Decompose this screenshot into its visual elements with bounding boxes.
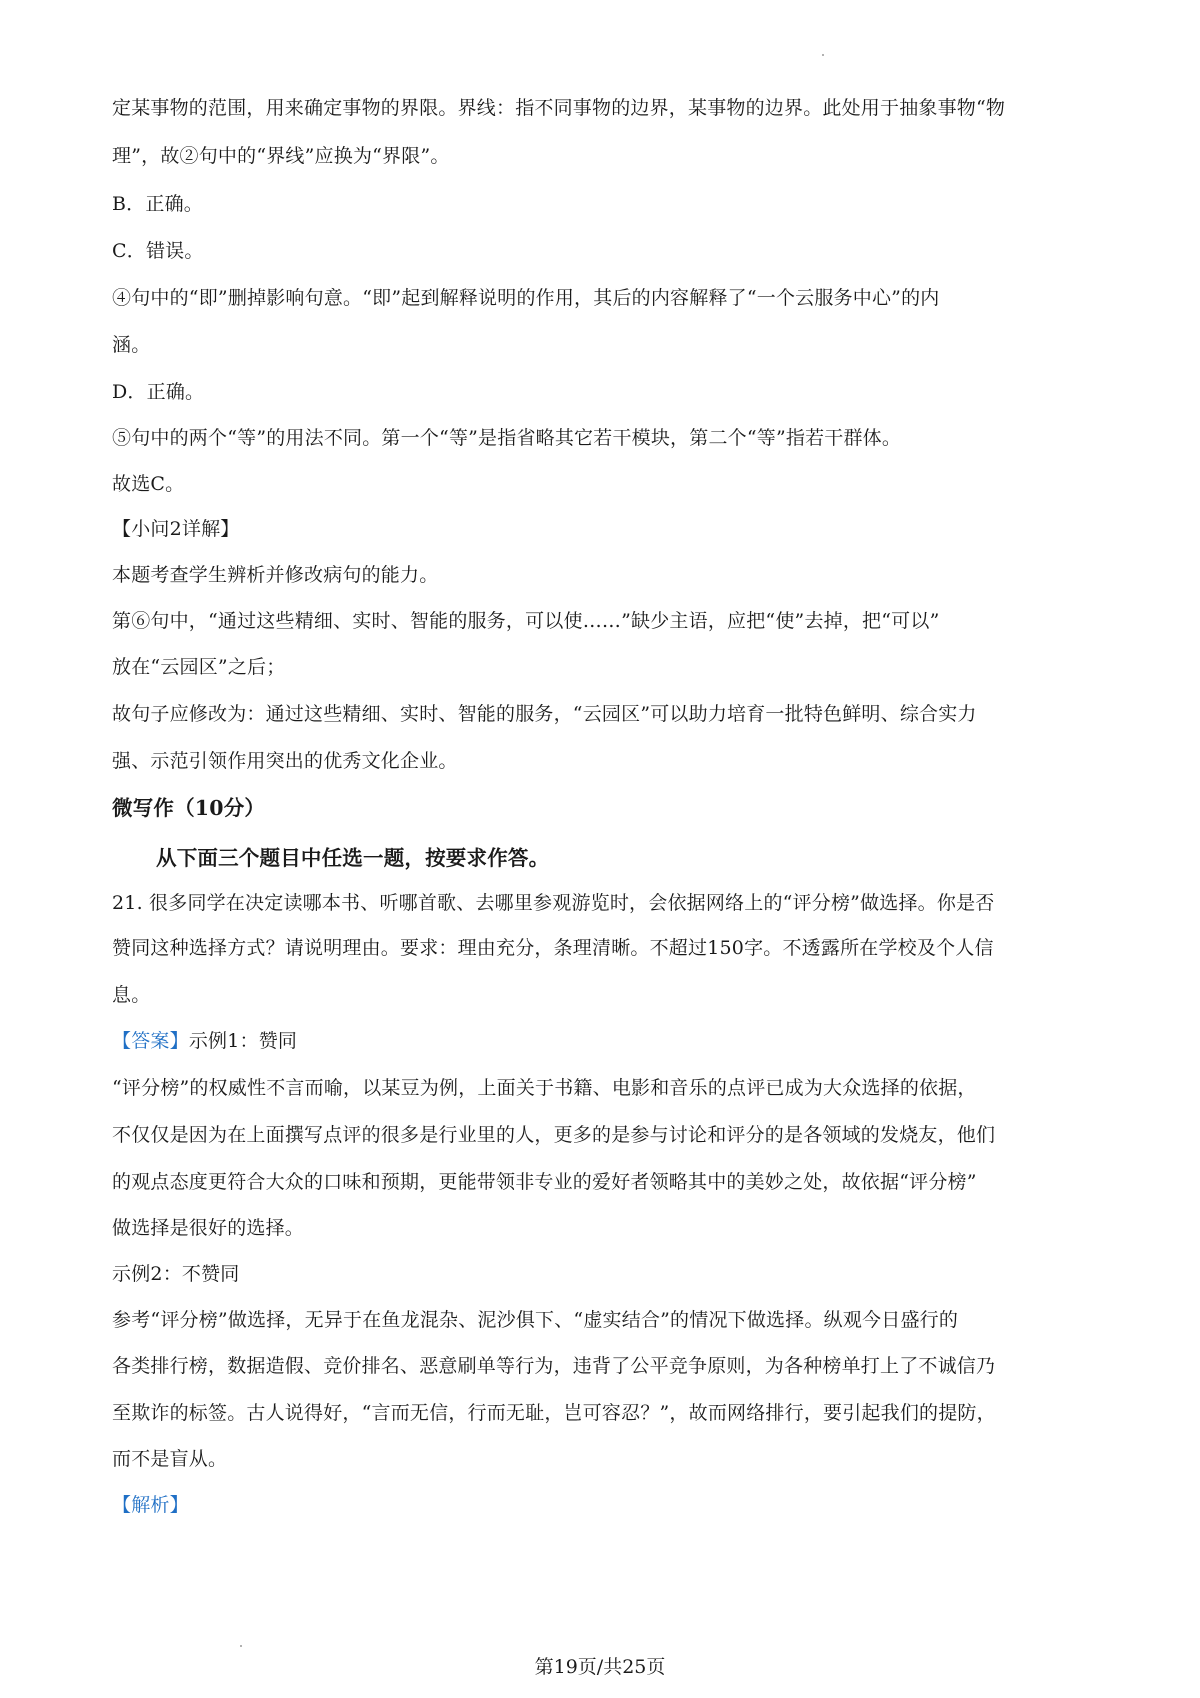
text-line: 故句子应修改为：通过这些精细、实时、智能的服务，“云园区”可以助力培育一批特色鲜明、综合实力 xyxy=(112,703,977,725)
text-line: 本题考查学生辨析并修改病句的能力。 xyxy=(112,564,439,586)
answer-line: 不仅仅是因为在上面撰写点评的很多是行业里的人，更多的是参与讨论和评分的是各领域的发烧友，他们 xyxy=(112,1124,996,1146)
text-line: ⑤句中的两个“等”的用法不同。第一个“等”是指省略其它若干模块，第二个“等”指若干群体。 xyxy=(112,427,902,449)
answer-example-1-title: 示例1：赞同 xyxy=(188,1030,298,1052)
answer-line: 而不是盲从。 xyxy=(112,1448,228,1470)
answer-line: 做选择是很好的选择。 xyxy=(112,1217,305,1239)
section-instruction: 从下面三个题目中任选一题，按要求作答。 xyxy=(156,846,550,870)
choice-line: 故选C。 xyxy=(112,473,185,495)
option-c-line: C．错误。 xyxy=(112,240,204,262)
scan-speck-bottom xyxy=(240,1645,242,1647)
analysis-tag: 【解析】 xyxy=(112,1494,189,1516)
scan-speck-top xyxy=(822,54,824,56)
text-line: 定某事物的范围，用来确定事物的界限。界线：指不同事物的边界，某事物的边界。此处用于抽象事物“物 xyxy=(112,97,1006,119)
text-line: 强、示范引领作用突出的优秀文化企业。 xyxy=(112,750,458,772)
question-line: 赞同这种选择方式？请说明理由。要求：理由充分，条理清晰。不超过150字。不透露所在学校及个人信 xyxy=(112,937,994,959)
answer-line: “评分榜”的权威性不言而喻，以某豆为例，上面关于书籍、电影和音乐的点评已成为大众选择的依据， xyxy=(112,1077,977,1099)
option-b-line: B．正确。 xyxy=(112,193,203,215)
question-line: 息。 xyxy=(112,984,151,1006)
text-line: 第⑥句中，“通过这些精细、实时、智能的服务，可以使……”缺少主语，应把“使”去掉，把“可以” xyxy=(112,610,940,632)
answer-example-2-title: 示例2：不赞同 xyxy=(112,1263,240,1285)
answer-line: 至欺诈的标签。古人说得好，“言而无信，行而无耻，岂可容忍？”，故而网络排行，要引起我们的提防， xyxy=(112,1402,996,1424)
answer-line: 的观点态度更符合大众的口味和预期，更能带领非专业的爱好者领略其中的美妙之处，故依据“评分榜” xyxy=(112,1171,977,1193)
text-line: 放在“云园区”之后； xyxy=(112,656,286,678)
text-line: 理”，故②句中的“界线”应换为“界限”。 xyxy=(112,145,450,167)
answer-line: 各类排行榜，数据造假、竞价排名、恶意刷单等行为，违背了公平竞争原则，为各种榜单打上了不诚信乃 xyxy=(112,1355,996,1377)
subquestion-heading: 【小问2详解】 xyxy=(112,518,240,540)
section-title: 微写作（10分） xyxy=(112,796,266,820)
question-line: 21. 很多同学在决定读哪本书、听哪首歌、去哪里参观游览时，会依据网络上的“评分榜”做选择。你是否 xyxy=(112,892,995,914)
text-line: ④句中的“即”删掉影响句意。“即”起到解释说明的作用，其后的内容解释了“一个云服务中心”的内 xyxy=(112,287,940,309)
page-number-footer: 第19页/共25页 xyxy=(534,1656,666,1678)
answer-tag: 【答案】 xyxy=(112,1030,189,1052)
answer-line: 参考“评分榜”做选择，无异于在鱼龙混杂、泥沙俱下、“虚实结合”的情况下做选择。纵观今日盛行的 xyxy=(112,1309,959,1331)
answer-heading xyxy=(112,1029,297,1053)
text-line: 涵。 xyxy=(112,334,151,356)
option-d-line: D．正确。 xyxy=(112,381,205,403)
